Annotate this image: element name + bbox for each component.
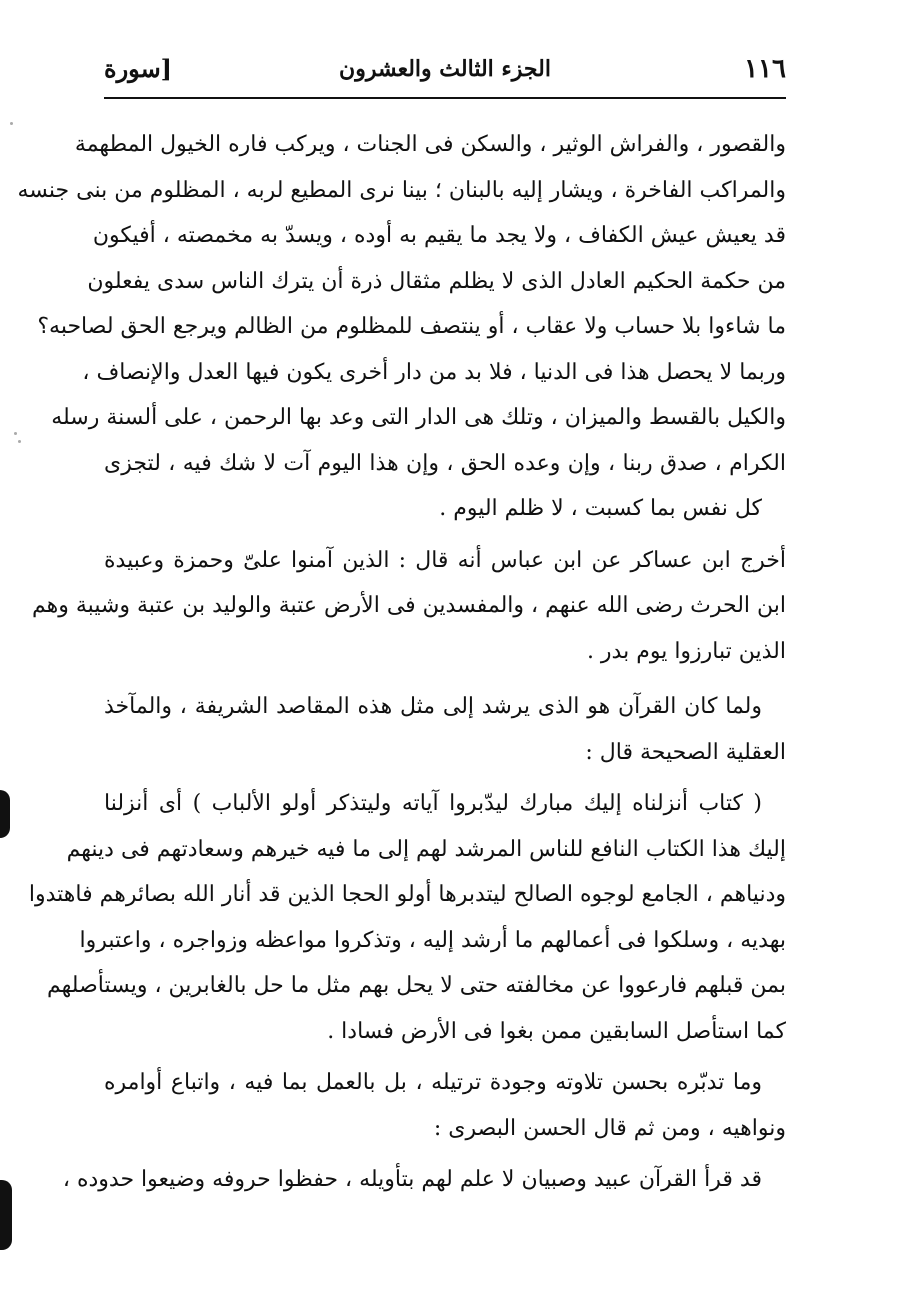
surah-label: [سورة (104, 54, 173, 83)
text-line: ابن الحرث رضى الله عنهم ، والمفسدين فى الأرض عتبة والوليد بن عتبة وشيبة وهم (32, 593, 786, 618)
text-line: ولما كان القرآن هو الذى يرشد إلى مثل هذه المقاصد الشريفة ، والمآخذ (104, 694, 762, 719)
text-line: العقلية الصحيحة قال : (585, 739, 786, 765)
text-line: ودنياهم ، الجامع لوجوه الصالح ليتدبرها أولو الحجا الذين قد أنار الله بصائرهم فاهتدوا (28, 882, 786, 907)
scan-speck (10, 122, 13, 125)
text-line: ونواهيه ، ومن ثم قال الحسن البصرى : (433, 1115, 786, 1141)
text-line: والقصور ، والفراش الوثير ، والسكن فى الجنات ، ويركب فاره الخيول المطهمة (74, 132, 786, 157)
scan-edge-mark (0, 790, 10, 838)
text-line: الكرام ، صدق ربنا ، وإن وعده الحق ، وإن هذا اليوم آت لا شك فيه ، لتجزى (104, 450, 786, 476)
text-line: والكيل بالقسط والميزان ، وتلك هى الدار التى وعد بها الرحمن ، على ألسنة رسله (51, 405, 786, 430)
page-header (104, 48, 786, 96)
header-rule (104, 97, 786, 99)
text-line: كما استأصل السابقين ممن بغوا فى الأرض فسادا . (327, 1018, 786, 1044)
text-line: من حكمة الحكيم العادل الذى لا يظلم مثقال ذرة أن يترك الناس سدى يفعلون (87, 268, 786, 294)
text-line: وما تدبّره بحسن تلاوته وجودة ترتيله ، بل بالعمل بما فيه ، واتباع أوامره (104, 1070, 762, 1095)
running-title: الجزء الثالث والعشرون (339, 56, 551, 82)
text-line: ما شاءوا بلا حساب ولا عقاب ، أو ينتصف للمظلوم من الظالم ويرجع الحق لصاحبه؟ (37, 314, 786, 339)
paragraph-gap (104, 674, 786, 684)
page-number: ١١٦ (744, 54, 786, 84)
text-line: بهديه ، وسلكوا فى أعمالهم ما أرشد إليه ، وتذكروا مواعظه وزواجره ، واعتبروا (79, 927, 786, 953)
text-line: إليك هذا الكتاب النافع للناس المرشد لهم إلى ما فيه خيرهم وسعادتهم فى دينهم (66, 836, 786, 862)
text-line: قد يعيش عيش الكفاف ، ولا يجد ما يقيم به أوده ، ويسدّ به مخمصته ، أفيكون (92, 223, 786, 248)
body-text (17, 122, 786, 1203)
text-line: أخرج ابن عساكر عن ابن عباس أنه قال : الذين آمنوا علىّ وحمزة وعبيدة (104, 547, 786, 573)
text-line: والمراكب الفاخرة ، ويشار إليه بالبنان ؛ بينا نرى المطيع لربه ، المظلوم من بنى جنسه (17, 177, 786, 203)
text-line: ( كتاب أنزلناه إليك مبارك ليدّبروا آياته وليتذكر أولو الألباب ) أى أنزلنا (104, 791, 762, 816)
text-line: كل نفس بما كسبت ، لا ظلم اليوم . (439, 496, 762, 521)
scan-speck (18, 440, 21, 443)
text-line: بمن قبلهم فارعووا عن مخالفته حتى لا يحل بهم مثل ما حل بالغابرين ، ويستأصلهم (47, 973, 786, 998)
text-line: الذين تبارزوا يوم بدر . (586, 638, 786, 664)
text-line: قد قرأ القرآن عبيد وصبيان لا علم لهم بتأويله ، حفظوا حروفه وضيعوا حدوده ، (62, 1167, 762, 1192)
text-line: وربما لا يحصل هذا فى الدنيا ، فلا بد من دار أخرى يكون فيها العدل والإنصاف ، (82, 359, 786, 385)
scan-speck (14, 432, 17, 435)
scan-edge-mark (0, 1180, 12, 1250)
